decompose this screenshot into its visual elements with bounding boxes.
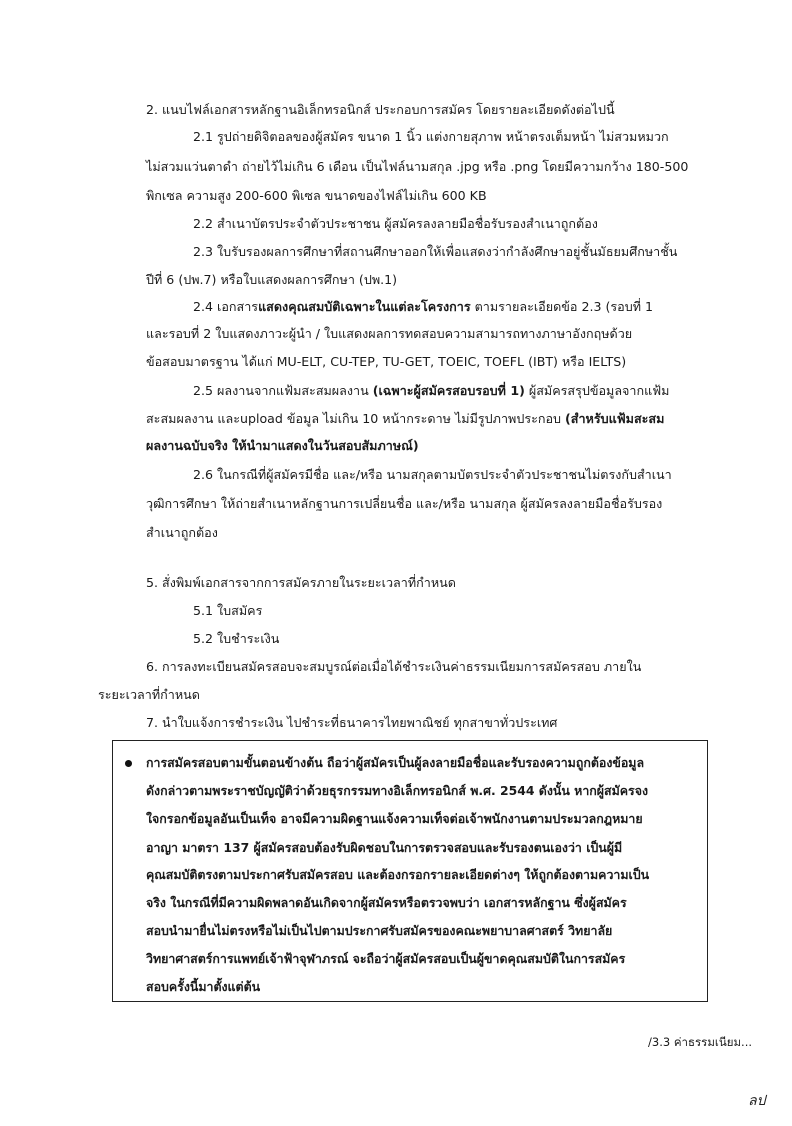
- item-2-3-line-2: ปีที่ 6 (ปพ.7) หรือใบแสดงผลการศึกษา (ปพ.1): [146, 272, 398, 287]
- item-2-4-line-2: และรอบที่ 2 ใบแสดงภาวะผู้นำ / ใบแสดงผลการทดสอบความสามารถทางภาษาอังกฤษด้วย: [146, 326, 633, 341]
- bullet-icon: [125, 760, 132, 767]
- notice-line-5: คุณสมบัติตรงตามประกาศรับสมัครสอบ และต้องกรอกรายละเอียดต่างๆ ให้ถูกต้องตามความเป็น: [146, 867, 650, 882]
- item-2-4-prefix: 2.4 เอกสาร: [193, 299, 259, 314]
- item-5-1: 5.1 ใบสมัคร: [193, 603, 263, 618]
- item-2-4-bold: แสดงคุณสมบัติเฉพาะในแต่ละโครงการ: [258, 299, 471, 314]
- item-5-title: 5. สั่งพิมพ์เอกสารจากการสมัครภายในระยะเวลาที่กำหนด: [146, 575, 456, 590]
- item-2-6-line-2: วุฒิการศึกษา ให้ถ่ายสำเนาหลักฐานการเปลี่ยนชื่อ และ/หรือ นามสกุล ผู้สมัครลงลายมือชื่อรับรอง: [146, 496, 663, 511]
- item-2-title: 2. แนบไฟล์เอกสารหลักฐานอิเล็กทรอนิกส์ ประกอบการสมัคร โดยรายละเอียดดังต่อไปนี้: [146, 102, 615, 117]
- handwritten-initials: ลป: [748, 1093, 766, 1109]
- item-6-line-1: 6. การลงทะเบียนสมัครสอบจะสมบูรณ์ต่อเมื่อได้ชำระเงินค่าธรรมเนียมการสมัครสอบ ภายใน: [146, 659, 642, 674]
- item-7: 7. นำใบแจ้งการชำระเงิน ไปชำระที่ธนาคารไทยพาณิชย์ ทุกสาขาทั่วประเทศ: [146, 715, 558, 730]
- item-2-3-line-1: 2.3 ใบรับรองผลการศึกษาที่สถานศึกษาออกให้เพื่อแสดงว่ากำลังศึกษาอยู่ชั้นมัธยมศึกษาชั้น: [193, 244, 678, 259]
- item-2-1-line-3: พิกเซล ความสูง 200-600 พิเซล ขนาดของไฟล์ไม่เกิน 600 KB: [146, 188, 487, 203]
- item-2-1-line-1: 2.1 รูปถ่ายดิจิตอลของผู้สมัคร ขนาด 1 นิ้ว แต่งกายสุภาพ หน้าตรงเต็มหน้า ไม่สวมหมวก: [193, 129, 669, 144]
- item-2-5-bold: (เฉพาะผู้สมัครสอบรอบที่ 1): [372, 383, 525, 398]
- item-2-5-prefix: 2.5 ผลงานจากแฟ้มสะสมผลงาน: [193, 383, 373, 398]
- notice-line-7: สอบนำมายื่นไม่ตรงหรือไม่เป็นไปตามประกาศรับสมัครของคณะพยาบาลศาสตร์ วิทยาลัย: [146, 923, 613, 938]
- footer-continuation: /3.3 ค่าธรรมเนียม...: [648, 1035, 752, 1049]
- item-2-5-line-2: [146, 409, 664, 429]
- item-2-4-line-1: [193, 297, 653, 317]
- item-2-5-line-1: [193, 381, 669, 401]
- item-2-5-line-2-bold: (สำหรับแฟ้มสะสม: [565, 411, 665, 426]
- item-2-1-line-2: ไม่สวมแว่นตาดำ ถ่ายไว้ไม่เกิน 6 เดือน เป็นไฟล์นามสกุล .jpg หรือ .png โดยมีความกว้าง 180-500: [146, 159, 689, 174]
- item-2-5-suffix: ผู้สมัครสรุปข้อมูลจากแฟ้ม: [524, 383, 670, 398]
- item-2-6-line-3: สำเนาถูกต้อง: [146, 525, 218, 540]
- item-2-5-line-3: ผลงานฉบับจริง ให้นำมาแสดงในวันสอบสัมภาษณ์): [146, 438, 419, 453]
- item-6-line-2: ระยะเวลาที่กำหนด: [98, 687, 200, 702]
- item-2-4-line-3: ข้อสอบมาตรฐาน ได้แก่ MU-ELT, CU-TEP, TU-GET, TOEIC, TOEFL (IBT) หรือ IELTS): [146, 354, 627, 369]
- item-2-5-line-2-normal: สะสมผลงาน และupload ข้อมูล ไม่เกิน 10 หน้ากระดาษ ไม่มีรูปภาพประกอบ: [146, 411, 566, 426]
- notice-line-9: สอบครั้งนี้มาตั้งแต่ต้น: [146, 979, 261, 994]
- item-2-4-suffix: ตามรายละเอียดข้อ 2.3 (รอบที่ 1: [470, 299, 654, 314]
- item-5-2: 5.2 ใบชำระเงิน: [193, 631, 280, 646]
- item-2-2: 2.2 สำเนาบัตรประจำตัวประชาชน ผู้สมัครลงลายมือชื่อรับรองสำเนาถูกต้อง: [193, 216, 598, 231]
- notice-line-4: อาญา มาตรา 137 ผู้สมัครสอบต้องรับผิดชอบในการตรวจสอบและรับรองตนเองว่า เป็นผู้มี: [146, 840, 623, 855]
- notice-line-3: ใจกรอกข้อมูลอันเป็นเท็จ อาจมีความผิดฐานแจ้งความเท็จต่อเจ้าพนักงานตามประมวลกฎหมาย: [146, 811, 643, 826]
- notice-line-2: ดังกล่าวตามพระราชบัญญัติว่าด้วยธุรกรรมทางอิเล็กทรอนิกส์ พ.ศ. 2544 ดังนั้น หากผู้สมัครจง: [146, 783, 649, 798]
- item-2-6-line-1: 2.6 ในกรณีที่ผู้สมัครมีชื่อ และ/หรือ นามสกุลตามบัตรประจำตัวประชาชนไม่ตรงกับสำเนา: [193, 467, 672, 482]
- notice-line-1: การสมัครสอบตามขั้นตอนข้างต้น ถือว่าผู้สมัครเป็นผู้ลงลายมือชื่อและรับรองความถูกต้องข้อมูล: [146, 755, 645, 770]
- notice-line-8: วิทยาศาสตร์การแพทย์เจ้าฟ้าจุฬาภรณ์ จะถือว่าผู้สมัครสอบเป็นผู้ขาดคุณสมบัติในการสมัคร: [146, 951, 626, 966]
- notice-line-6: จริง ในกรณีที่มีความผิดพลาดอันเกิดจากผู้สมัครหรือตรวจพบว่า เอกสารหลักฐาน ซึ่งผู้สมัคร: [146, 895, 627, 910]
